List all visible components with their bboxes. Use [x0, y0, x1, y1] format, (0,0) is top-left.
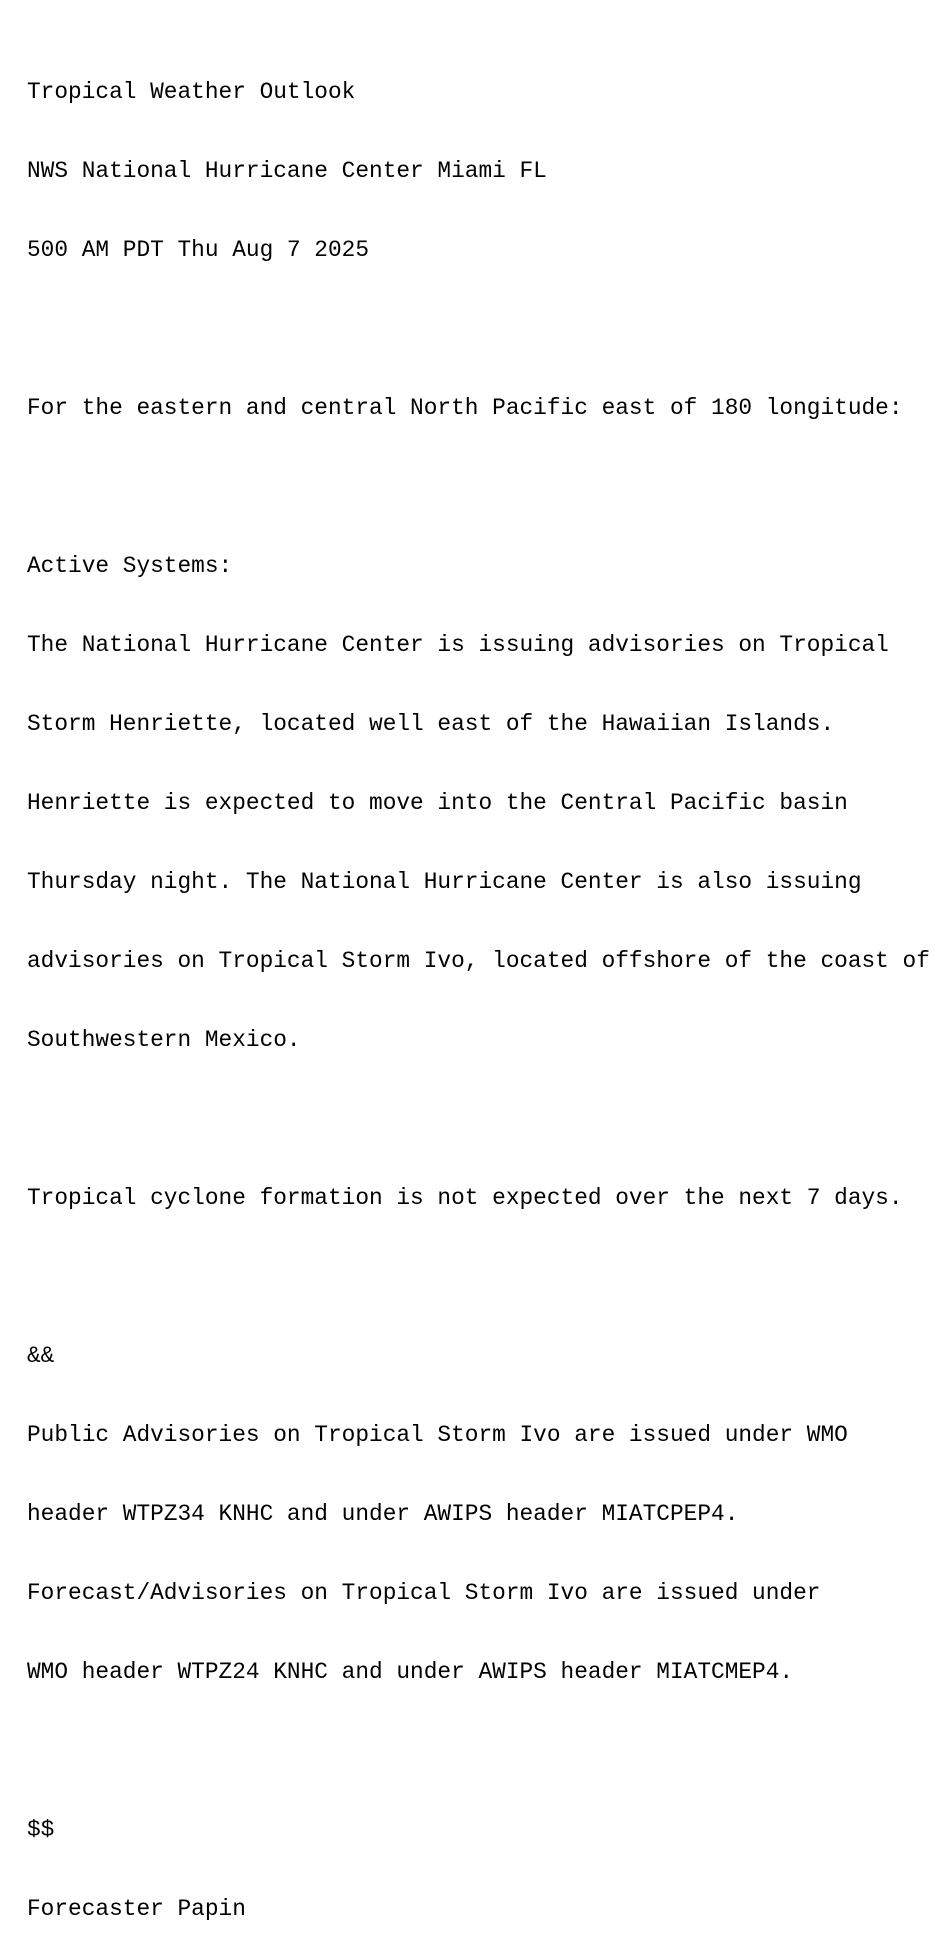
- product-title: Tropical Weather Outlook: [27, 78, 356, 105]
- blank-line: [27, 1738, 942, 1764]
- product-info-line: Public Advisories on Tropical Storm Ivo are issued under WMO: [27, 1422, 848, 1449]
- forecaster-signature: Forecaster Papin: [27, 1896, 246, 1923]
- active-systems-line: advisories on Tropical Storm Ivo, located offshore of the coast of: [27, 948, 930, 975]
- end-marker: $$: [27, 1817, 55, 1844]
- issue-time: 500 AM PDT Thu Aug 7 2025: [27, 236, 370, 263]
- product-info-line: Forecast/Advisories on Tropical Storm Ivo are issued under: [27, 1580, 821, 1607]
- active-systems-line: Thursday night. The National Hurricane Center is also issuing: [27, 869, 862, 895]
- active-systems-heading: Active Systems:: [27, 552, 233, 579]
- active-systems-line: Henriette is expected to move into the Central Pacific basin: [27, 789, 848, 816]
- active-systems-line: Southwestern Mexico.: [27, 1027, 301, 1054]
- active-systems-line: The National Hurricane Center is issuing advisories on Tropical: [27, 631, 889, 658]
- tropical-weather-outlook: [27, 26, 942, 1949]
- product-info-line: header WTPZ34 KNHC and under AWIPS header MIATCPEP4.: [27, 1501, 739, 1528]
- issuing-office: NWS National Hurricane Center Miami FL: [27, 157, 547, 184]
- blank-line: [27, 1264, 942, 1290]
- product-info-line: WMO header WTPZ24 KNHC and under AWIPS header MIATCMEP4.: [27, 1659, 794, 1686]
- coverage-area: For the eastern and central North Pacific east of 180 longitude:: [27, 394, 903, 421]
- blank-line: [27, 474, 942, 500]
- formation-statement: Tropical cyclone formation is not expected over the next 7 days.: [27, 1185, 903, 1212]
- section-separator: &&: [27, 1343, 55, 1370]
- blank-line: [27, 316, 942, 342]
- blank-line: [27, 1106, 942, 1132]
- active-systems-line: Storm Henriette, located well east of the Hawaiian Islands.: [27, 710, 835, 737]
